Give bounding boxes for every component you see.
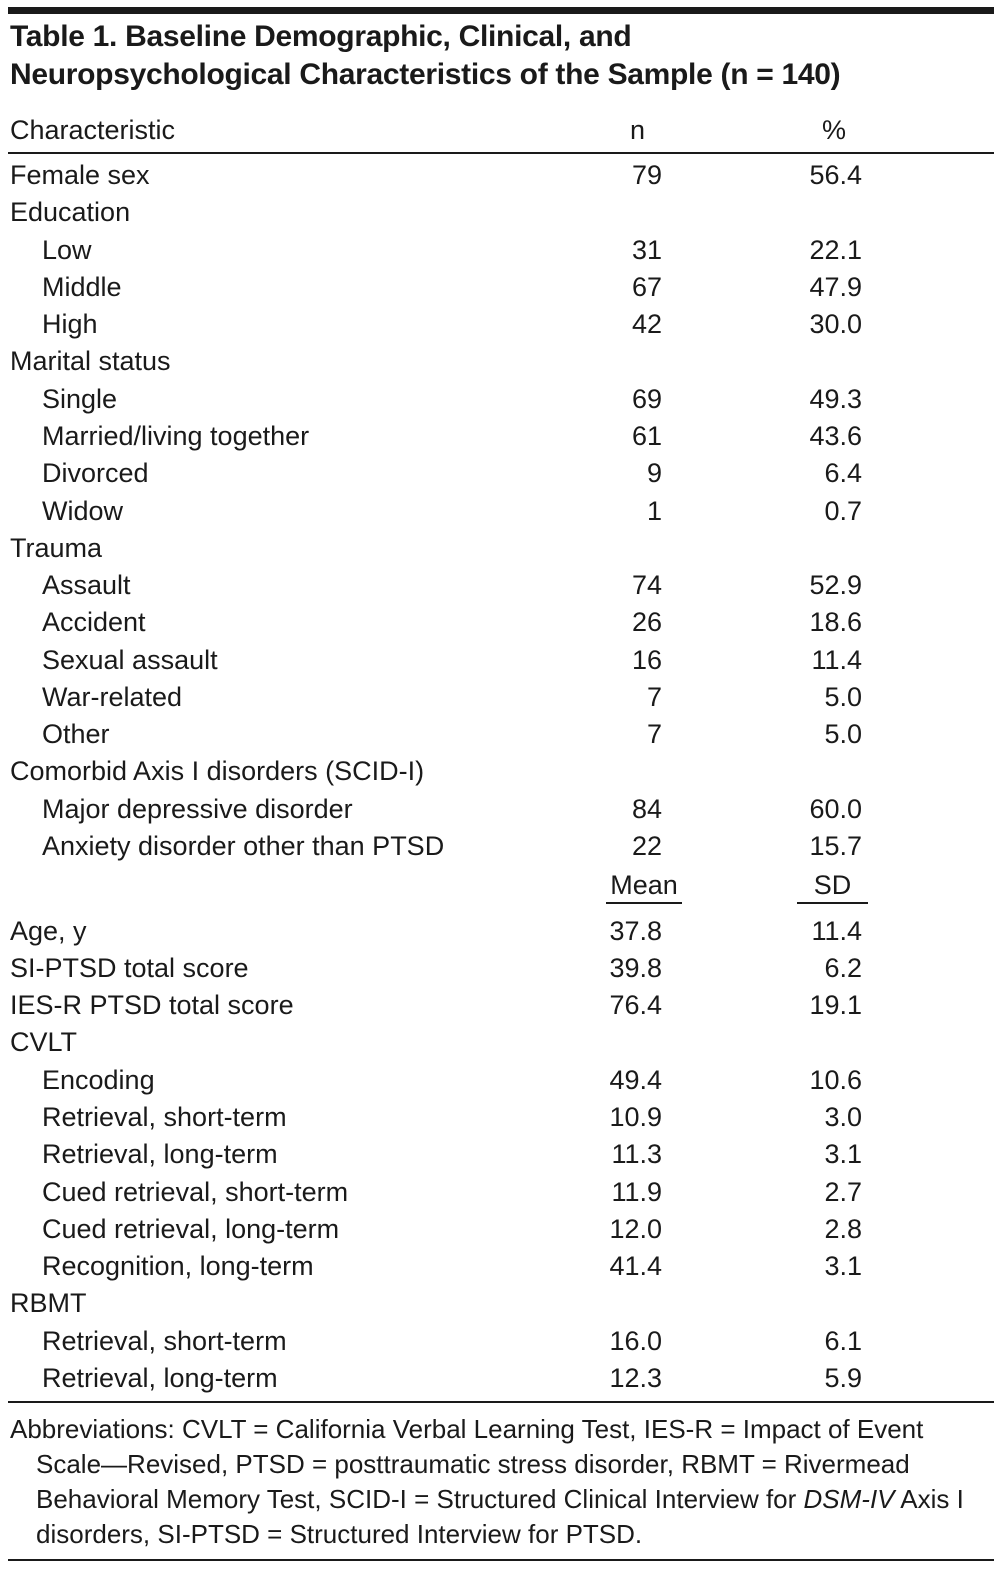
table-row bbox=[10, 418, 992, 455]
table-row bbox=[10, 1174, 992, 1211]
subheader-row bbox=[10, 868, 992, 905]
row-value-2: 30.0 bbox=[809, 309, 862, 340]
table-row bbox=[10, 455, 992, 492]
footer-rule bbox=[8, 1559, 994, 1561]
row-label: Female sex bbox=[10, 160, 150, 190]
row-value-2: 3.1 bbox=[824, 1251, 862, 1282]
table-row bbox=[10, 493, 992, 530]
row-label: War-related bbox=[42, 681, 183, 712]
table-row bbox=[10, 1211, 992, 1248]
row-value-2: 6.1 bbox=[824, 1325, 862, 1356]
row-label: CVLT bbox=[10, 1027, 78, 1058]
row-value-2: 18.6 bbox=[809, 607, 862, 638]
table-row bbox=[10, 343, 992, 380]
row-value-2: 3.1 bbox=[824, 1139, 862, 1170]
row-value-1: 10.9 bbox=[609, 1102, 662, 1132]
row-value-1: 76.4 bbox=[609, 990, 662, 1021]
row-value-2: 56.4 bbox=[809, 160, 862, 190]
title-line-1: Table 1. Baseline Demographic, Clinical, and bbox=[10, 20, 632, 53]
row-value-2: 11.4 bbox=[811, 915, 862, 946]
row-label: Education bbox=[10, 197, 131, 228]
row-value-1: 12.3 bbox=[609, 1362, 662, 1393]
table-row bbox=[10, 1062, 992, 1099]
table-row bbox=[10, 381, 992, 418]
row-value-2: 19.1 bbox=[809, 990, 862, 1021]
table-row bbox=[10, 828, 992, 865]
footnote-text-1: Abbreviations: CVLT = California Verbal Learning Test, IES-R = Impact of Event Scale—Revised, PTSD = posttraumatic stress disorder, RBMT = Rivermead Behavioral Memory Test, SCID-I = Structured Clinical Interview for bbox=[10, 1414, 924, 1514]
table-row bbox=[10, 791, 992, 828]
footnote-italic: DSM-IV bbox=[803, 1484, 895, 1514]
title-line-2: Neuropsychological Characteristics of the Sample (n = 140) bbox=[10, 58, 841, 91]
header-rule bbox=[8, 152, 994, 154]
row-value-2: 6.4 bbox=[824, 458, 862, 489]
row-label: Sexual assault bbox=[42, 644, 218, 675]
row-value-2: 5.9 bbox=[824, 1362, 862, 1393]
row-value-2: 2.8 bbox=[824, 1213, 862, 1244]
bottom-rule bbox=[8, 1401, 994, 1403]
row-label: Encoding bbox=[42, 1064, 155, 1095]
row-label: Retrieval, long-term bbox=[42, 1139, 278, 1170]
row-value-1: 39.8 bbox=[609, 952, 662, 983]
row-value-2: 6.2 bbox=[824, 952, 862, 983]
subheader-sd: SD bbox=[797, 868, 868, 904]
table-row bbox=[10, 1285, 992, 1322]
row-label: Retrieval, long-term bbox=[42, 1362, 278, 1393]
header-percent: % bbox=[822, 115, 847, 145]
row-value-2: 47.9 bbox=[809, 271, 862, 302]
table-row bbox=[10, 232, 992, 269]
row-value-1: 9 bbox=[646, 458, 662, 489]
row-value-2: 10.6 bbox=[809, 1064, 862, 1095]
row-label: Recognition, long-term bbox=[42, 1251, 314, 1282]
top-rule bbox=[8, 7, 994, 14]
table-row bbox=[10, 567, 992, 604]
row-label: Marital status bbox=[10, 346, 171, 377]
row-value-2: 43.6 bbox=[809, 420, 862, 451]
row-value-1: 7 bbox=[646, 681, 662, 712]
row-label: Other bbox=[42, 719, 110, 750]
row-value-1: 67 bbox=[631, 271, 662, 302]
row-value-1: 12.0 bbox=[609, 1213, 662, 1244]
row-label: Assault bbox=[42, 570, 131, 601]
table-row bbox=[10, 753, 992, 790]
row-value-1: 7 bbox=[646, 719, 662, 750]
row-value-1: 22 bbox=[631, 831, 662, 862]
subheader-mean: Mean bbox=[606, 868, 682, 904]
row-label: Retrieval, short-term bbox=[42, 1102, 287, 1132]
table-row bbox=[10, 1323, 992, 1360]
row-value-1: 69 bbox=[631, 383, 662, 414]
row-value-1: 26 bbox=[631, 607, 662, 638]
row-value-1: 16 bbox=[631, 644, 662, 675]
table-row bbox=[10, 950, 992, 987]
row-label: Cued retrieval, long-term bbox=[42, 1213, 340, 1244]
table-row bbox=[10, 913, 992, 950]
row-value-1: 84 bbox=[631, 793, 662, 824]
footnote bbox=[10, 1412, 995, 1552]
row-value-1: 79 bbox=[631, 160, 662, 190]
row-label: Major depressive disorder bbox=[42, 793, 353, 824]
row-value-1: 41.4 bbox=[609, 1251, 662, 1282]
row-value-2: 5.0 bbox=[824, 719, 862, 750]
row-label: Married/living together bbox=[42, 420, 310, 451]
table-row bbox=[10, 1248, 992, 1285]
table-row bbox=[10, 716, 992, 753]
table-row bbox=[10, 642, 992, 679]
row-label: Age, y bbox=[10, 915, 87, 946]
row-label: High bbox=[42, 309, 98, 340]
row-label: Low bbox=[42, 234, 92, 265]
table-row bbox=[10, 1024, 992, 1061]
table-row bbox=[10, 679, 992, 716]
row-value-1: 49.4 bbox=[609, 1064, 662, 1095]
row-label: RBMT bbox=[10, 1288, 87, 1319]
row-label: Trauma bbox=[10, 532, 103, 563]
row-value-1: 11.3 bbox=[611, 1139, 662, 1170]
table-row bbox=[10, 269, 992, 306]
row-value-2: 3.0 bbox=[824, 1102, 862, 1132]
table-row bbox=[10, 194, 992, 231]
header-n: n bbox=[630, 115, 646, 145]
row-label: Anxiety disorder other than PTSD bbox=[42, 831, 445, 862]
row-value-1: 42 bbox=[631, 309, 662, 340]
row-value-1: 74 bbox=[631, 570, 662, 601]
footnote-text-2: Axis I disorders, SI-PTSD = Structured Interview for PTSD. bbox=[36, 1484, 964, 1549]
table-row bbox=[10, 987, 992, 1024]
row-label: Widow bbox=[42, 495, 124, 526]
row-label: Middle bbox=[42, 271, 122, 302]
row-value-2: 5.0 bbox=[824, 681, 862, 712]
header-row bbox=[10, 112, 992, 149]
table-row bbox=[10, 306, 992, 343]
row-value-1: 1 bbox=[646, 495, 662, 526]
row-label: Single bbox=[42, 383, 118, 414]
row-value-2: 15.7 bbox=[809, 831, 862, 862]
table-row bbox=[10, 1360, 992, 1397]
row-label: Retrieval, short-term bbox=[42, 1325, 287, 1356]
row-value-2: 49.3 bbox=[809, 383, 862, 414]
row-value-1: 61 bbox=[631, 420, 662, 451]
header-characteristic: Characteristic bbox=[10, 115, 176, 145]
row-label: Accident bbox=[42, 607, 146, 638]
row-value-2: 11.4 bbox=[811, 644, 862, 675]
row-value-2: 2.7 bbox=[824, 1176, 862, 1207]
table-row bbox=[10, 604, 992, 641]
row-label: Comorbid Axis I disorders (SCID-I) bbox=[10, 756, 425, 787]
row-label: Divorced bbox=[42, 458, 149, 489]
table-row bbox=[10, 157, 992, 194]
row-value-1: 37.8 bbox=[609, 915, 662, 946]
row-value-1: 16.0 bbox=[609, 1325, 662, 1356]
row-value-1: 31 bbox=[631, 234, 662, 265]
table-row bbox=[10, 530, 992, 567]
table-row bbox=[10, 1099, 992, 1136]
row-label: Cued retrieval, short-term bbox=[42, 1176, 349, 1207]
row-value-2: 60.0 bbox=[809, 793, 862, 824]
table-title bbox=[10, 18, 840, 94]
row-value-2: 52.9 bbox=[809, 570, 862, 601]
row-value-2: 22.1 bbox=[809, 234, 862, 265]
row-value-1: 11.9 bbox=[611, 1176, 662, 1207]
row-label: SI-PTSD total score bbox=[10, 952, 249, 983]
row-value-2: 0.7 bbox=[824, 495, 862, 526]
table-row bbox=[10, 1136, 992, 1173]
row-label: IES-R PTSD total score bbox=[10, 990, 294, 1021]
